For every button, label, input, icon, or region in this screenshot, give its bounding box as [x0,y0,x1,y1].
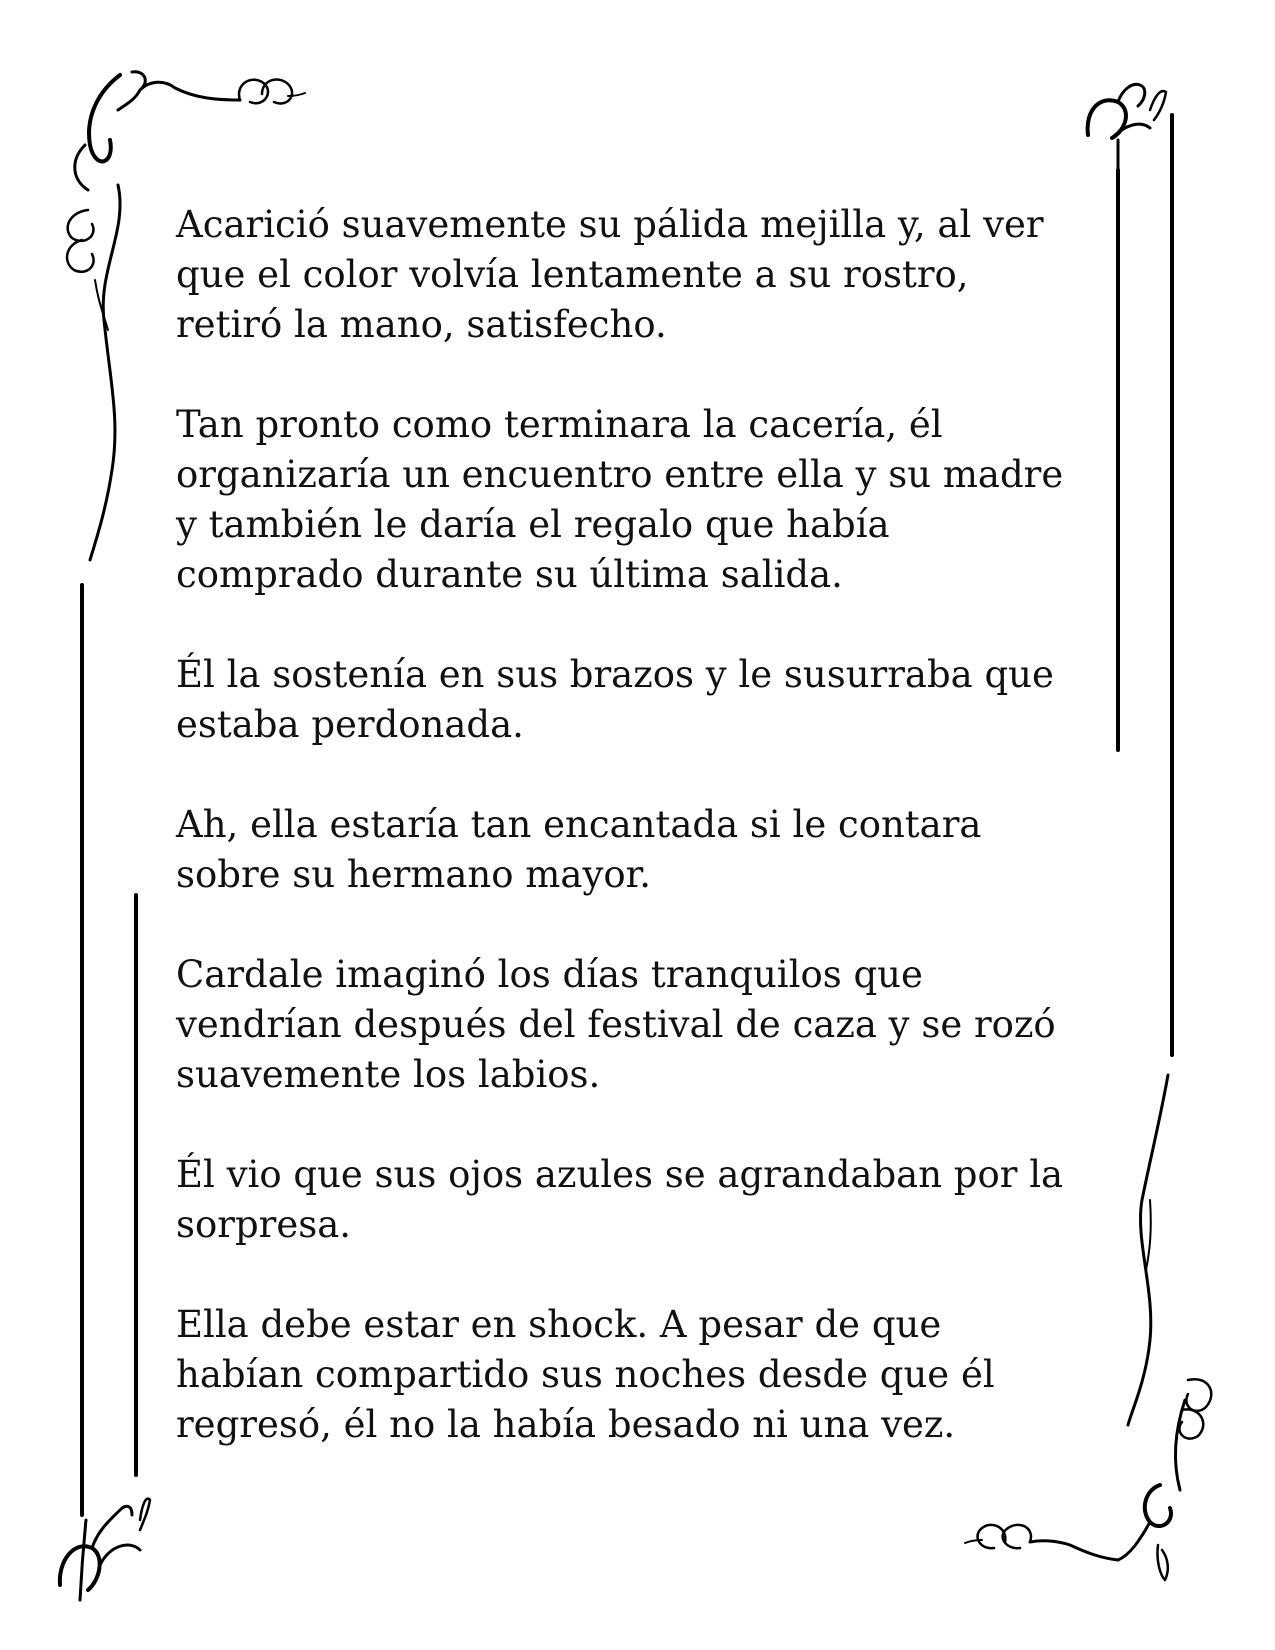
bottom-left-flourish-icon [60,1499,150,1600]
paragraph-1: Acarició suavemente su pálida mejilla y, al ver que el color volvía lentamente a su rostro, retiró la mano, satisfecho. [176,203,1044,346]
paragraph-3: Él la sostenía en sus brazos y le susurraba que estaba perdonada. [176,653,1054,746]
paragraph-2: Tan pronto como terminara la cacería, él organizaría un encuentro entre ella y su madre y también le daría el regalo que había comprado durante su última salida. [176,403,1064,596]
paragraph-6: Él vio que sus ojos azules se agrandaban por la sorpresa. [176,1153,1064,1246]
top-right-flourish-icon [1088,84,1166,172]
paragraph-5: Cardale imaginó los días tranquilos que vendrían después del festival de caza y se rozó suavemente los labios. [176,953,1056,1096]
paragraph-7: Ella debe estar en shock. A pesar de que habían compartido sus noches desde que él regresó, él no la había besado ni una vez. [176,1303,995,1446]
story-text [176,200,1106,1500]
paragraph-4: Ah, ella estaría tan encantada si le contara sobre su hermano mayor. [176,803,982,896]
